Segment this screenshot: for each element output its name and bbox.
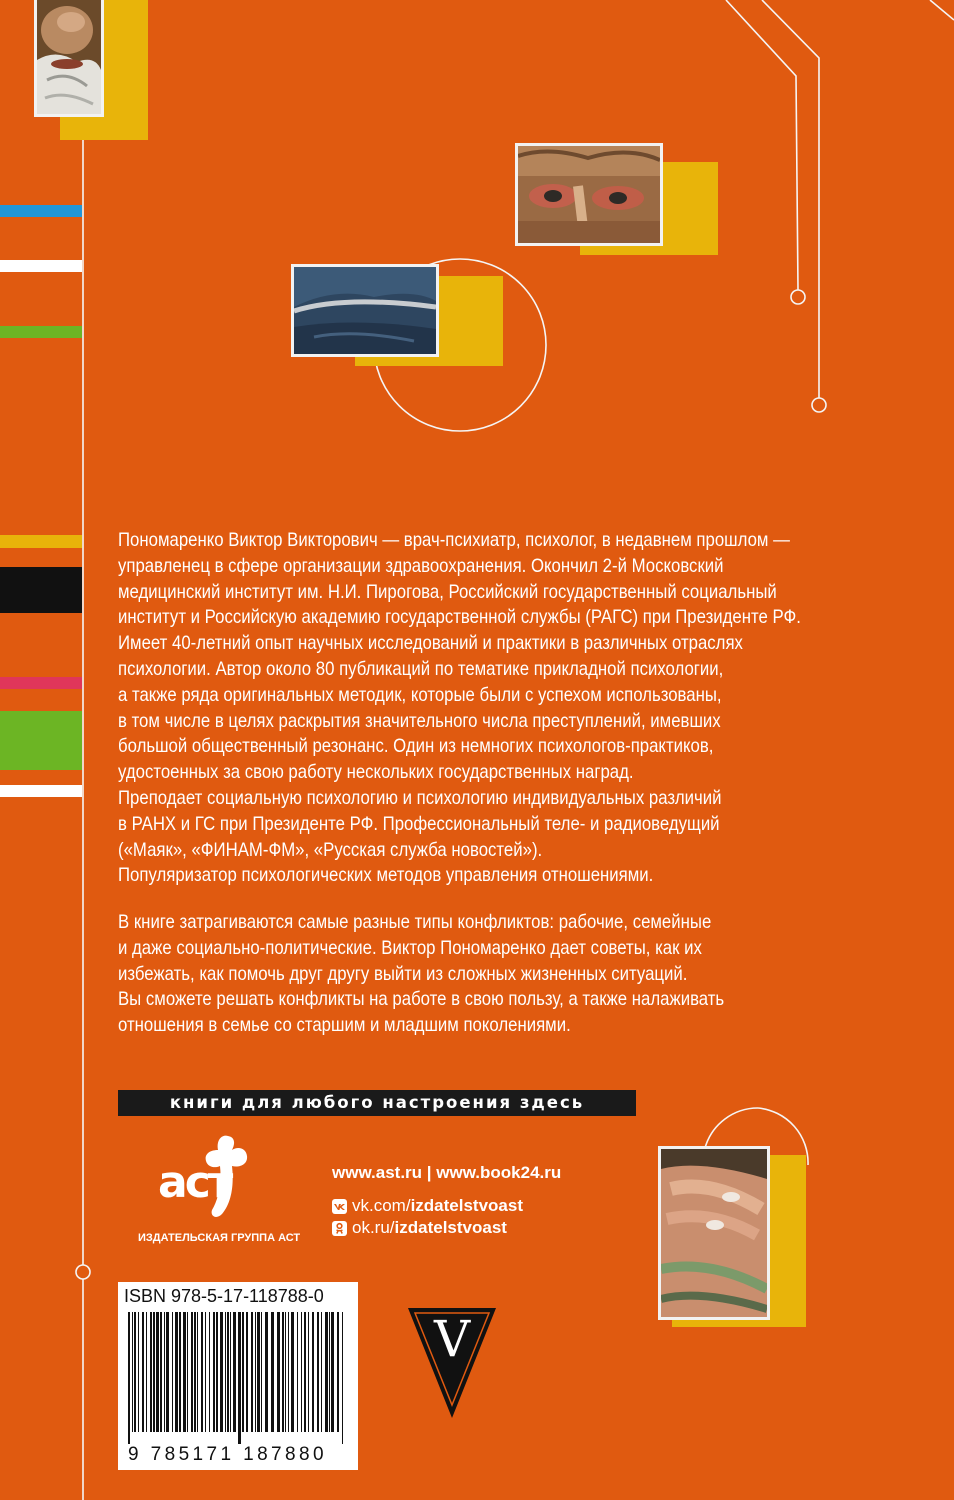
barcode-bar xyxy=(150,1312,152,1432)
barcode-bar xyxy=(128,1312,130,1444)
book-annotation xyxy=(118,910,737,1039)
barcode-bar xyxy=(337,1312,339,1432)
bio-line: управленец в сфере организации здравоохранения. Окончил 2-й Московский xyxy=(118,554,724,577)
barcode-bar xyxy=(288,1312,289,1432)
barcode-bar xyxy=(220,1312,223,1432)
ok-handle: izdatelstvoast xyxy=(394,1218,507,1237)
barcode-bar xyxy=(209,1312,210,1432)
ast-logo-text: аст xyxy=(158,1157,231,1208)
websites-link[interactable]: www.ast.ru | www.book24.ru xyxy=(332,1163,562,1182)
barcode-bar xyxy=(325,1312,328,1432)
bio-line: Популяризатор психологических методов управления отношениями. xyxy=(118,864,654,887)
annotation-line: В книге затрагиваются самые разные типы конфликтов: рабочие, семейные xyxy=(118,911,712,933)
barcode-bars xyxy=(126,1312,350,1444)
bio-line: в РАНХ и ГС при Президенте РФ. Профессиональный теле- и радиоведущий xyxy=(118,812,720,835)
barcode-bar xyxy=(213,1312,215,1432)
vk-icon xyxy=(332,1199,347,1214)
barcode-bar xyxy=(146,1312,147,1432)
ok-prefix: ok.ru/ xyxy=(352,1218,395,1237)
ok-icon xyxy=(332,1221,347,1236)
barcode-bar xyxy=(183,1312,186,1432)
isbn-barcode xyxy=(118,1282,358,1470)
barcode-bar xyxy=(271,1312,274,1432)
annotation-line: Вы сможете решать конфликты на работе в свою пользу, а также налаживать xyxy=(118,988,725,1011)
black-stripe xyxy=(0,567,82,613)
bio-line: институт и Российскую академию государственной службы (РАГС) при Президенте РФ. xyxy=(118,606,801,629)
barcode-bar xyxy=(172,1312,173,1432)
bio-line: в том числе в целях раскрытия значительного числа преступлений, имевших xyxy=(118,709,721,732)
vk-handle: izdatelstvoast xyxy=(410,1196,523,1215)
ok-link[interactable] xyxy=(332,1218,507,1238)
bio-line: («Маяк», «ФИНАМ-ФМ», «Русская служба новостей»). xyxy=(118,838,543,861)
bio-line: Преподает социальную психологию и психологию индивидуальных различий xyxy=(118,786,722,809)
barcode-bar xyxy=(205,1312,206,1432)
barcode-bar xyxy=(257,1312,260,1432)
barcode-bar xyxy=(321,1312,322,1432)
annotation-line: избежать, как помочь друг другу выйти из сложных жизненных ситуаций. xyxy=(118,962,688,985)
bio-line: Имеет 40-летний опыт научных исследований и практики в различных отраслях xyxy=(118,632,743,655)
barcode-bar xyxy=(238,1312,241,1444)
white-stripe-top xyxy=(0,260,82,272)
barcode-bar xyxy=(317,1312,319,1432)
ean-number: 9 785171 187880 xyxy=(128,1444,327,1465)
barcode-bar xyxy=(160,1312,162,1432)
barcode-bar xyxy=(304,1312,306,1432)
barcode-bar xyxy=(194,1312,196,1432)
barcode-bar xyxy=(216,1312,218,1432)
painting-fragment-landscape xyxy=(291,264,439,357)
author-biography xyxy=(118,528,801,889)
barcode-bar xyxy=(164,1312,165,1432)
barcode-bar xyxy=(297,1312,298,1432)
blue-stripe xyxy=(0,205,82,217)
green-stripe-large xyxy=(0,711,82,770)
barcode-bar xyxy=(282,1312,284,1432)
bio-line: удостоенных за свою работу нескольких государственных наград. xyxy=(118,761,634,784)
barcode-bar xyxy=(308,1312,309,1432)
barcode-bar xyxy=(187,1312,188,1432)
barcode-bar xyxy=(225,1312,226,1432)
barcode-bar xyxy=(233,1312,236,1432)
painting-fragment-hands xyxy=(658,1146,770,1320)
vk-prefix: vk.com/ xyxy=(352,1196,411,1215)
painting-fragment-eyes xyxy=(515,143,663,246)
barcode-bar xyxy=(179,1312,181,1432)
annotation-line: и даже социально-политические. Виктор Пономаренко дает советы, как их xyxy=(118,936,702,959)
barcode-bar xyxy=(201,1312,203,1432)
barcode-bar xyxy=(138,1312,139,1432)
barcode-bar xyxy=(285,1312,286,1432)
barcode-bar xyxy=(227,1312,229,1432)
bio-line: большой общественный резонанс. Один из немногих психологов-практиков, xyxy=(118,735,714,758)
barcode-bar xyxy=(291,1312,294,1432)
bio-line: психологии. Автор около 80 публикаций по тематике прикладной психологии, xyxy=(118,657,724,680)
barcode-bar xyxy=(246,1312,248,1432)
bio-line: медицинский институт им. Н.И. Пирогова, Российский государственный социальный xyxy=(118,580,777,603)
annotation-line: отношения в семье со старшим и младшим поколениями. xyxy=(118,1014,571,1037)
barcode-bar xyxy=(153,1312,155,1432)
pink-stripe xyxy=(0,677,82,689)
barcode-bar xyxy=(242,1312,244,1432)
barcode-bar xyxy=(342,1312,343,1444)
yellow-stripe xyxy=(0,535,82,548)
isbn-text: ISBN 978-5-17-118788-0 xyxy=(124,1286,324,1306)
barcode-bar xyxy=(175,1312,178,1432)
barcode-bar xyxy=(156,1312,159,1432)
barcode-bar xyxy=(312,1312,314,1432)
series-logo-letter: V xyxy=(433,1310,471,1368)
barcode-bar xyxy=(255,1312,256,1432)
barcode-bar xyxy=(251,1312,253,1432)
barcode-bar xyxy=(197,1312,198,1432)
barcode-bar xyxy=(331,1312,334,1432)
barcode-bar xyxy=(134,1312,136,1432)
barcode-bar xyxy=(265,1312,268,1432)
white-stripe-bottom xyxy=(0,785,82,797)
vk-link[interactable] xyxy=(332,1196,523,1216)
series-logo xyxy=(405,1305,499,1421)
painting-fragment-beard xyxy=(34,0,104,117)
ast-logo xyxy=(158,1128,258,1228)
barcode-bar xyxy=(329,1312,330,1432)
barcode-bar xyxy=(261,1312,262,1432)
barcode-bar xyxy=(191,1312,193,1432)
publisher-name: ИЗДАТЕЛЬСКАЯ ГРУППА АСТ xyxy=(138,1232,301,1244)
bio-line: Пономаренко Виктор Викторович — врач-психиатр, психолог, в недавнем прошлом — xyxy=(118,529,790,551)
barcode-bar xyxy=(132,1312,133,1432)
barcode-bar xyxy=(166,1312,169,1432)
barcode-bar xyxy=(230,1312,231,1432)
barcode-bar xyxy=(142,1312,144,1432)
green-stripe-top xyxy=(0,326,82,338)
tagline-bar: книги для любого настроения здесь xyxy=(118,1090,636,1116)
barcode-bar xyxy=(301,1312,302,1432)
barcode-bar xyxy=(277,1312,280,1432)
bio-line: а также ряда оригинальных методик, которые были с успехом использованы, xyxy=(118,683,722,706)
